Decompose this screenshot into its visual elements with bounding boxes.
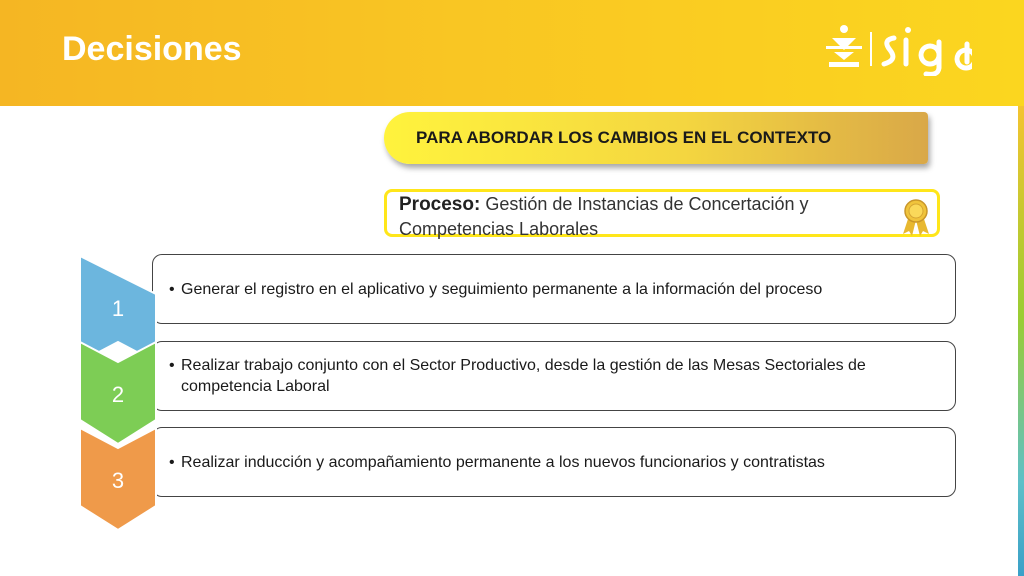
step-text: Realizar trabajo conjunto con el Sector Productivo, desde la gestión de las Mesas Sectoriales de competencia Laboral	[181, 357, 866, 395]
step-number-3: 3	[111, 468, 125, 493]
step-number-1: 1	[111, 296, 125, 321]
step-text: Generar el registro en el aplicativo y seguimiento permanente a la información del proceso	[181, 280, 823, 298]
sena-siga-logo	[822, 20, 972, 76]
process-text	[399, 192, 879, 242]
context-banner	[384, 112, 928, 164]
process-value: Gestión de Instancias de Concertación y Competencias Laborales	[399, 194, 809, 239]
page-title: Decisiones	[62, 30, 242, 68]
step-row-3	[152, 427, 956, 497]
process-label: Proceso:	[399, 194, 481, 215]
process-box	[384, 189, 940, 237]
ribbon-award-icon	[901, 198, 931, 238]
step-text: Realizar inducción y acompañamiento permanente a los nuevos funcionarios y contratistas	[181, 453, 825, 471]
step-number-2: 2	[111, 382, 125, 407]
right-edge-stripe	[1018, 106, 1024, 576]
step-row-2	[152, 341, 956, 411]
bullet: •	[169, 357, 175, 374]
bullet: •	[169, 280, 175, 298]
step-row-1	[152, 254, 956, 324]
header-bar	[0, 0, 1024, 106]
bullet: •	[169, 453, 175, 471]
context-banner-text: PARA ABORDAR LOS CAMBIOS EN EL CONTEXTO	[416, 128, 832, 147]
